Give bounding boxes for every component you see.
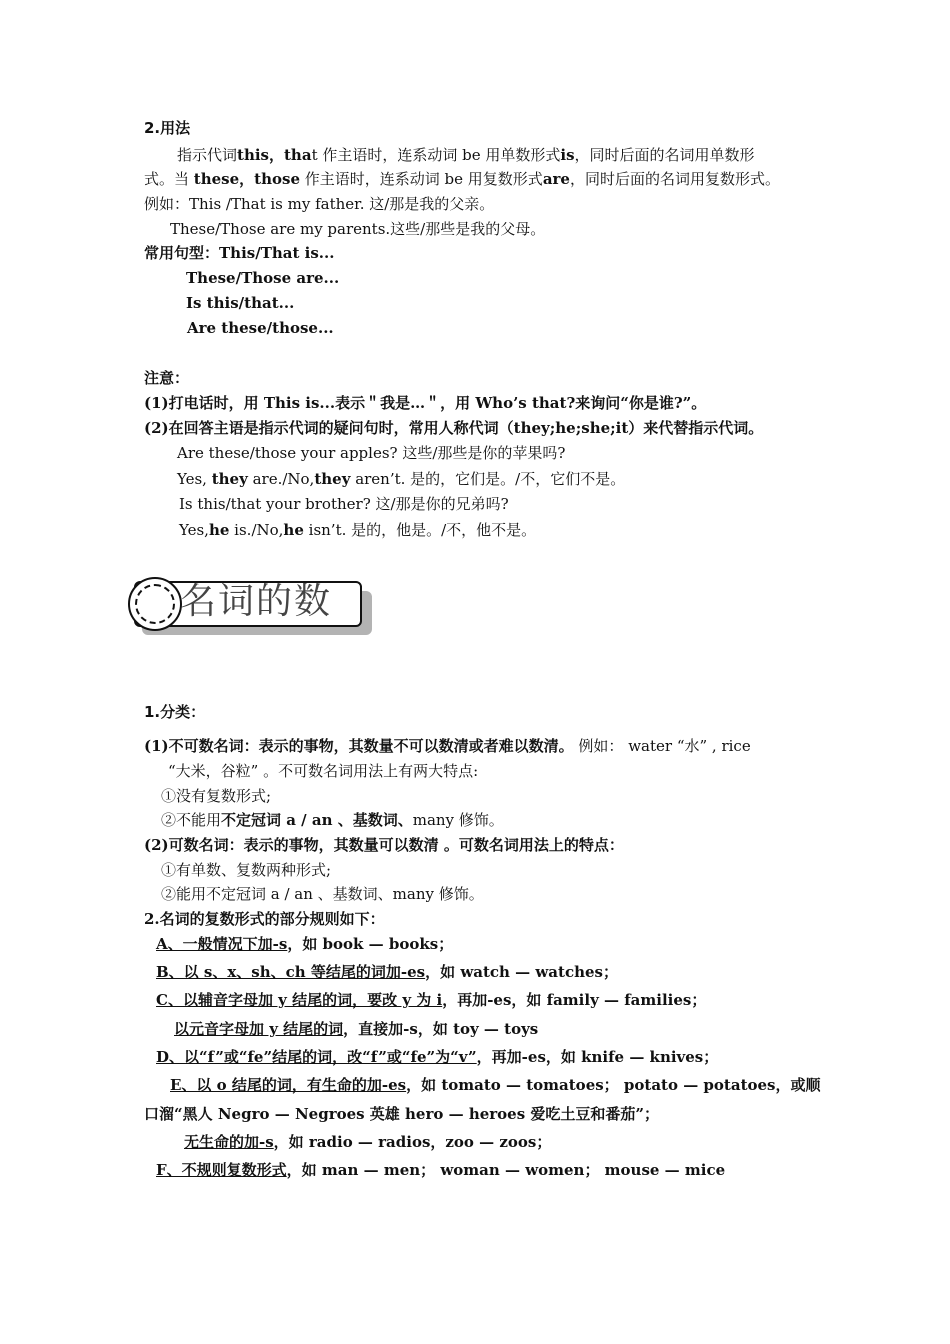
example: ，再加-es，如 knife — knives； (476, 1048, 719, 1066)
pattern: This/That is... (219, 244, 335, 262)
plural-heading: 2.名词的复数形式的部分规则如下： (144, 910, 385, 928)
usage-heading: 2.用法 (144, 119, 191, 137)
text: ②不能用 (161, 811, 222, 829)
pattern: Are these/those... (187, 319, 334, 337)
text: 不定冠词 a / an 、基数词、 (221, 811, 413, 829)
plural-rule-e-rhyme: 口溜“黑人 Negro — Negroes 英雄 hero — heroes 爱吃土豆和番茄”； (144, 1105, 660, 1123)
keyword-are: are (542, 170, 570, 188)
text: ，同时后面的名词用复数形式。 (569, 170, 780, 188)
plural-rule-f (156, 1160, 725, 1180)
rule: D、以“f”或“fe”结尾的词，改“f”或“fe”为“v” (156, 1048, 477, 1066)
plural-rule-e3 (184, 1132, 551, 1152)
note-item-2: (2)在回答主语是指示代词的疑问句时，常用人称代词（they;he;she;it）来代替指示代词。 (144, 419, 764, 437)
usage-example-2: These/Those are my parents.这些/那些是我的父母。 (170, 220, 546, 238)
plural-rule-a (156, 934, 453, 954)
text: 作主语时，连系动词 be 用复数形式 (304, 170, 543, 188)
keyword: they (211, 470, 248, 488)
section-banner (128, 577, 378, 639)
plural-rule-c2 (174, 1019, 538, 1039)
text: 指示代词 (177, 146, 238, 164)
plural-rule-c (156, 990, 706, 1010)
keyword-these-those: these，those (193, 170, 300, 188)
text: is./No, (229, 521, 284, 539)
plural-rule-e (170, 1075, 821, 1095)
text: aren’t. 是的，它们是。/不，它们不是。 (350, 470, 626, 488)
text: 例如： water “水” , rice (578, 737, 751, 755)
rule: E、以 o 结尾的词，有生命的加-es (170, 1076, 407, 1094)
rule: B、以 s、x、sh、ch 等结尾的词加-es (156, 963, 426, 981)
note-item-1: (1)打电话时，用 This is...表示＂我是…＂，用 Who’s that?来询问“你是谁?”。 (144, 394, 707, 412)
patterns-label: 常用句型： (144, 244, 220, 262)
classification-heading: 1.分类： (144, 703, 206, 721)
note-example-4 (179, 520, 536, 540)
text: Yes, (177, 470, 212, 488)
banner-number-circle (128, 577, 182, 631)
text: Yes, (179, 521, 209, 539)
text: (1)不可数名词：表示的事物，其数量不可以数清或者难以数清。 (144, 737, 574, 755)
pattern: Is this/that... (186, 294, 295, 312)
classification-countable: (2)可数名词：表示的事物，其数量可以数清 。可数名词用法上的特点： (144, 836, 624, 854)
classification-uncountable-cont: “大米，谷粒” 。不可数名词用法上有两大特点: (168, 762, 479, 780)
usage-paragraph-line1 (177, 145, 755, 165)
note-example-2 (177, 469, 625, 489)
rule: 以元音字母加 y 结尾的词 (174, 1020, 344, 1038)
banner-title: 名词的数 (180, 581, 333, 622)
keyword: they (314, 470, 351, 488)
example: ，如 watch — watches； (425, 963, 618, 981)
text: 式。当 (144, 170, 190, 188)
classification-countable-point-2: ②能用不定冠词 a / an 、基数词、many 修饰。 (161, 885, 484, 903)
example: ，直接加-s，如 toy — toys (343, 1020, 539, 1038)
rule: C、以辅音字母加 y 结尾的词，要改 y 为 i (156, 991, 443, 1009)
note-example-1: Are these/those your apples? 这些/那些是你的苹果吗? (177, 444, 566, 462)
note-example-3: Is this/that your brother? 这/那是你的兄弟吗? (179, 495, 509, 513)
pattern: These/Those are... (186, 269, 340, 287)
text: isn’t. 是的，他是。/不，他不是。 (303, 521, 537, 539)
plural-rule-b (156, 962, 618, 982)
usage-example-1: 例如：This /That is my father. 这/那是我的父亲。 (144, 195, 495, 213)
keyword-this: this， (237, 146, 284, 164)
example: ，如 radio — radios，zoo — zoos； (273, 1133, 552, 1151)
example: ，如 book — books； (287, 935, 454, 953)
rule: 无生命的加-s (184, 1133, 274, 1151)
text: ，同时后面的名词用单数形 (574, 146, 755, 164)
classification-uncountable-point-2 (161, 810, 504, 830)
text: t 作主语时，连系动词 be 用单数形式 (311, 146, 561, 164)
text: many 修饰。 (412, 811, 504, 829)
keyword: he (283, 521, 304, 539)
classification-uncountable (144, 736, 751, 756)
keyword: he (208, 521, 230, 539)
rule: F、不规则复数形式 (156, 1161, 287, 1179)
example: ，再加-es，如 family — families； (442, 991, 707, 1009)
example: ，如 tomato — tomatoes； potato — potatoes，或顺 (406, 1076, 821, 1094)
example: ，如 man — men； woman — women； mouse — mice (286, 1161, 726, 1179)
text: are./No, (247, 470, 315, 488)
classification-uncountable-point-1: ①没有复数形式; (161, 787, 272, 805)
rule: A、一般情况下加-s (156, 935, 288, 953)
patterns-line-1 (144, 243, 334, 263)
usage-paragraph-line2 (144, 169, 780, 189)
classification-countable-point-1: ①有单数、复数两种形式; (161, 861, 332, 879)
note-heading: 注意： (144, 369, 190, 387)
keyword-is: is (560, 146, 575, 164)
plural-rule-d (156, 1047, 718, 1067)
keyword-that: tha (284, 146, 312, 164)
